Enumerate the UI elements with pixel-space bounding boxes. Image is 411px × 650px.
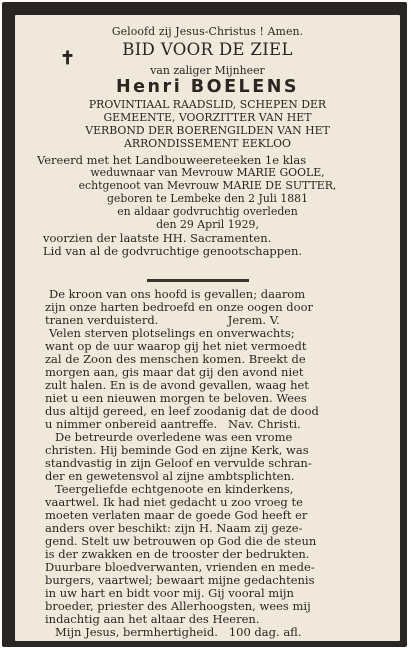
- motto: Geloofd zij Jesus-Christus ! Amen.: [111, 25, 304, 38]
- text-line: der en gewetensvol al zijne ambtsplichten.: [45, 469, 295, 483]
- text-line: De betreurde overledene was een vrome: [55, 430, 293, 444]
- text-line: zal de Zoon des menschen komen. Breekt de: [45, 352, 306, 366]
- memorial-card: [2, 2, 407, 647]
- bio-line: weduwnaar van Mevrouw MARIE GOOLE,: [90, 166, 325, 179]
- bio-line: geboren te Lembeke den 2 Juli 1881: [106, 192, 309, 205]
- text-line: niet u een nieuwen morgen te beloven. Wees: [45, 391, 307, 405]
- bio-line: Vereerd met het Landbouweereteeken 1e klas: [37, 153, 307, 167]
- text-line: u nimmer onbereid aantreffe. Nav. Christi.: [45, 417, 301, 431]
- bio-line: voorzien der laatste HH. Sacramenten.: [43, 231, 272, 245]
- text-line: christen. Hij beminde God en zijne Kerk, was: [45, 443, 309, 457]
- text-line: Velen sterven plotselings en onverwachts;: [49, 326, 295, 340]
- text-line: is der zwakken en de trooster der bedrukten.: [45, 547, 310, 561]
- text-line: tranen verduisterd. Jerem. V.: [45, 313, 280, 327]
- title-line: PROVINTIAAL RAADSLID, SCHEPEN DER: [88, 98, 327, 111]
- text-line: anders over beschikt: zijn H. Naam zij geze-: [45, 521, 303, 535]
- text-line: want op de uur waarop gij het niet vermoedt: [45, 339, 307, 353]
- text-line: Mijn Jesus, bermhertigheid. 100 dag. afl.: [55, 625, 302, 639]
- text-line: indachtig aan het altaar des Heeren.: [45, 612, 260, 626]
- text-line: gend. Stelt uw betrouwen op God die de steun: [45, 534, 317, 548]
- text-line: De kroon van ons hoofd is gevallen; daarom: [49, 287, 306, 301]
- bio-line: en aldaar godvruchtig overleden: [117, 205, 298, 218]
- text-line: dus altijd gereed, en leef zoodanig dat de dood: [45, 404, 319, 418]
- bio-line: Lid van al de godvruchtige genootschappen.: [43, 244, 303, 258]
- text-line: zult halen. En is de avond gevallen, waag het: [45, 378, 309, 392]
- deceased-name: Henri BOELENS: [116, 77, 299, 97]
- text-line: Teergeliefde echtgenoote en kinderkens,: [55, 482, 294, 496]
- text-line: standvastig in zijn Geloof en vervulde schran-: [45, 456, 312, 470]
- divider: [147, 279, 249, 282]
- title-line: VERBOND DER BOERENGILDEN VAN HET: [85, 124, 330, 137]
- title-line: GEMEENTE, VOORZITTER VAN HET: [103, 111, 312, 124]
- text-line: in uw hart en bidt voor mij. Gij vooral mijn: [45, 586, 294, 600]
- card-paper: [15, 15, 400, 641]
- text-line: moeten verlaten maar de goede God heeft er: [45, 508, 308, 522]
- text-line: morgen aan, gis maar dat gij den avond niet: [45, 365, 304, 379]
- text-line: zijn onze harten bedroefd en onze oogen door: [45, 300, 313, 314]
- text-line: Duurbare bloedverwanten, vrienden en mede-: [45, 560, 315, 574]
- cross-icon: ✝: [60, 48, 76, 69]
- text-line: broeder, priester des Allerhoogsten, wees mij: [45, 599, 311, 613]
- bio-line: den 29 April 1929,: [156, 218, 259, 231]
- card-subtitle: van zaliger Mijnheer: [150, 64, 265, 77]
- text-line: vaartwel. Ik had niet gedacht u zoo vroeg te: [45, 495, 303, 509]
- title-line: ARRONDISSEMENT EEKLOO: [124, 137, 291, 150]
- bio-line: echtgenoot van Mevrouw MARIE DE SUTTER,: [78, 179, 337, 192]
- text-line: burgers, vaartwel; bewaart mijne gedachtenis: [45, 573, 315, 587]
- card-title: BID VOOR DE ZIEL: [122, 40, 293, 59]
